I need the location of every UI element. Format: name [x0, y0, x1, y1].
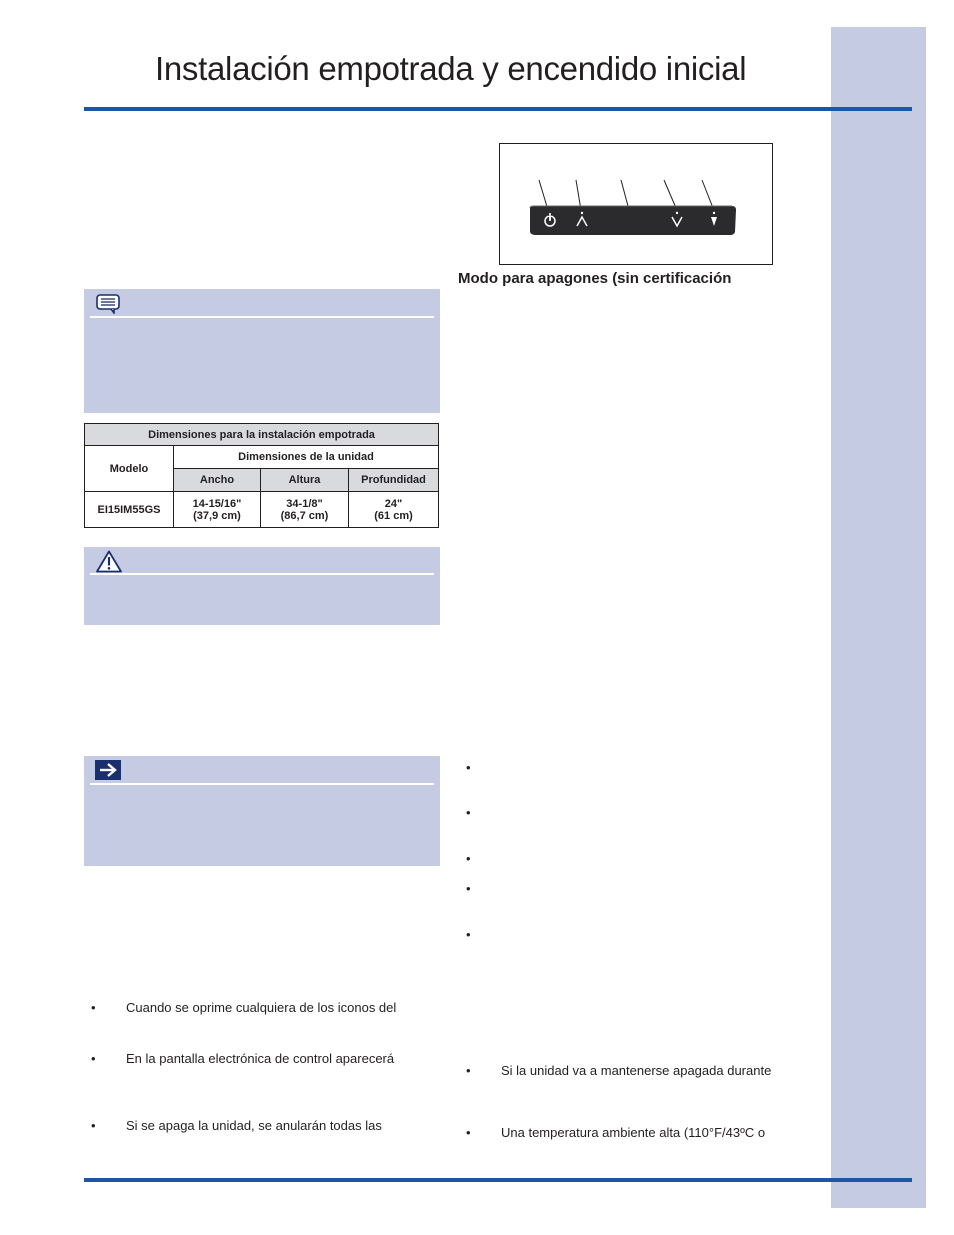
column-header-altura: Altura — [261, 469, 349, 492]
bullet-dot: • — [466, 760, 471, 775]
column-header-profundidad: Profundidad — [349, 469, 439, 492]
dimensions-table — [84, 423, 439, 528]
table-row — [85, 492, 439, 528]
warning-box — [84, 547, 440, 625]
model-cell: EI15IM55GS — [85, 492, 174, 528]
bullet-dot: • — [466, 805, 471, 820]
down-arrow-icon — [670, 210, 684, 228]
list-item-text: Cuando se oprime cualquiera de los iconos del — [126, 1000, 397, 1015]
bullet-dot: • — [466, 927, 471, 942]
warning-box-divider — [90, 573, 434, 575]
bullet-dot: • — [466, 1063, 471, 1078]
control-panel-drawing — [500, 144, 772, 264]
altura-cm: (86,7 cm) — [280, 509, 329, 522]
list-item-text: En la pantalla electrónica de control aparecerá — [126, 1051, 395, 1066]
altura-inches: 34-1/8" — [286, 497, 323, 510]
ice-icon — [708, 210, 720, 228]
note-box-divider — [90, 316, 434, 318]
altura-cell — [261, 492, 349, 528]
ancho-cell — [174, 492, 261, 528]
list-item-text: Si se apaga la unidad, se anularán todas las — [126, 1118, 382, 1133]
warning-triangle-icon — [96, 550, 122, 573]
unit-dims-header: Dimensiones de la unidad — [174, 446, 439, 469]
note-icon — [96, 294, 120, 314]
page-title: Instalación empotrada y encendido inicial — [155, 50, 747, 87]
bullet-dot: • — [466, 851, 471, 866]
up-arrow-icon — [575, 210, 589, 228]
bullet-dot: • — [466, 1125, 471, 1140]
profundidad-cm: (61 cm) — [374, 509, 413, 522]
ancho-cm: (37,9 cm) — [193, 509, 241, 522]
table-title: Dimensiones para la instalación empotrada — [85, 424, 439, 446]
bottom-rule — [84, 1178, 912, 1182]
important-box-divider — [90, 783, 434, 785]
bullet-dot: • — [466, 881, 471, 896]
important-box — [84, 756, 440, 866]
control-panel-illustration — [499, 143, 773, 265]
list-item-text: Una temperatura ambiente alta (110°F/43ºC o — [501, 1125, 766, 1140]
bullet-dot: • — [91, 1118, 96, 1133]
power-icon — [543, 212, 557, 228]
top-rule — [84, 107, 912, 111]
power-outage-mode-heading: Modo para apagones (sin certificación — [458, 270, 732, 287]
note-box — [84, 289, 440, 413]
arrow-right-icon — [95, 760, 121, 780]
list-item-text: Si la unidad va a mantenerse apagada durante — [501, 1063, 772, 1078]
column-header-ancho: Ancho — [174, 469, 261, 492]
profundidad-cell — [349, 492, 439, 528]
model-header: Modelo — [85, 446, 174, 492]
side-tab — [831, 27, 926, 1208]
bullet-dot: • — [91, 1000, 96, 1015]
bullet-dot: • — [91, 1051, 96, 1066]
profundidad-inches: 24" — [384, 497, 403, 510]
ancho-inches: 14-15/16" — [192, 497, 242, 510]
